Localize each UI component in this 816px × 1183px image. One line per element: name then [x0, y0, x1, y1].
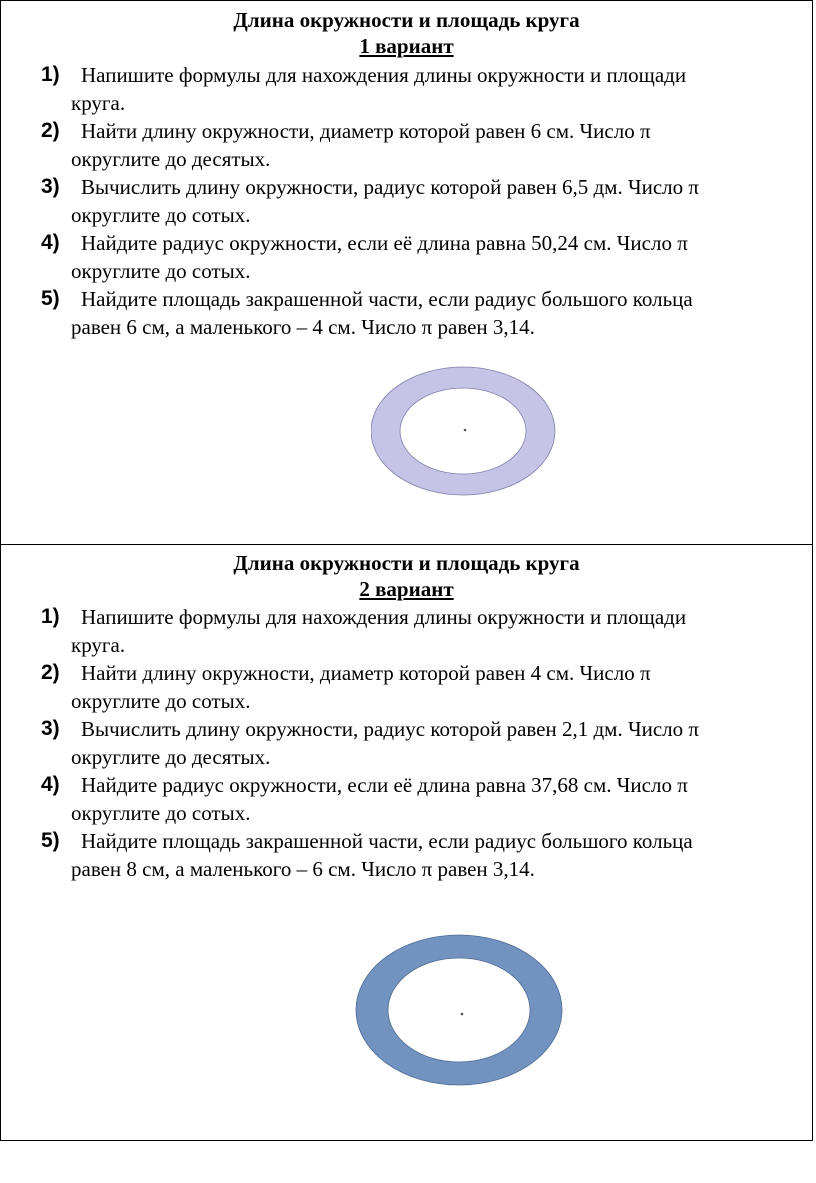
- variant-title: Длина окружности и площадь круга: [233, 8, 580, 32]
- task-text-line1: Найдите площадь закрашенной части, если радиус большого кольца: [81, 829, 693, 853]
- center-point: [461, 1013, 464, 1016]
- ring-shape: [371, 367, 555, 495]
- task-text-line2: округлите до сотых.: [71, 259, 251, 283]
- ring-shape: [356, 935, 562, 1085]
- task-text-line2: круга.: [71, 633, 126, 657]
- task-text-line2: округлите до десятых.: [71, 147, 271, 171]
- task-text-line2: округлите до сотых.: [71, 689, 251, 713]
- task-number: 4): [41, 773, 60, 796]
- task-text-line2: круга.: [71, 91, 126, 115]
- variant-subtitle: 1 вариант: [359, 34, 454, 58]
- task-number: 4): [41, 231, 60, 254]
- task-number: 3): [41, 175, 60, 198]
- task-number: 2): [41, 661, 60, 684]
- task-number: 3): [41, 717, 60, 740]
- task-text-line1: Напишите формулы для нахождения длины окружности и площади: [81, 605, 687, 629]
- task-text-line2: равен 8 см, а маленького – 6 см. Число π равен 3,14.: [71, 857, 535, 881]
- task-text-line1: Найдите площадь закрашенной части, если радиус большого кольца: [81, 287, 693, 311]
- task-number: 5): [41, 287, 60, 310]
- task-text-line1: Найдите радиус окружности, если её длина равна 37,68 см. Число π: [81, 773, 688, 797]
- task-text-line1: Вычислить длину окружности, радиус которой равен 2,1 дм. Число π: [81, 717, 700, 741]
- variant-1-card: [0, 0, 813, 545]
- variant-title: Длина окружности и площадь круга: [233, 551, 580, 575]
- center-point: [464, 429, 467, 432]
- task-text-line2: округлите до сотых.: [71, 203, 251, 227]
- task-text-line2: округлите до десятых.: [71, 745, 271, 769]
- task-text-line1: Найти длину окружности, диаметр которой равен 4 см. Число π: [81, 661, 651, 685]
- task-text-line1: Найти длину окружности, диаметр которой равен 6 см. Число π: [81, 119, 651, 143]
- variant-2-card: [0, 544, 813, 1141]
- ring-figure: [371, 366, 556, 496]
- ring-figure: [355, 934, 565, 1086]
- task-text-line1: Найдите радиус окружности, если её длина равна 50,24 см. Число π: [81, 231, 688, 255]
- variant-subtitle: 2 вариант: [359, 577, 454, 601]
- task-text-line2: равен 6 см, а маленького – 4 см. Число π равен 3,14.: [71, 315, 535, 339]
- task-text-line1: Вычислить длину окружности, радиус которой равен 6,5 дм. Число π: [81, 175, 700, 199]
- task-number: 1): [41, 63, 60, 86]
- task-text-line1: Напишите формулы для нахождения длины окружности и площади: [81, 63, 687, 87]
- task-text-line2: округлите до сотых.: [71, 801, 251, 825]
- task-number: 2): [41, 119, 60, 142]
- task-number: 1): [41, 605, 60, 628]
- task-number: 5): [41, 829, 60, 852]
